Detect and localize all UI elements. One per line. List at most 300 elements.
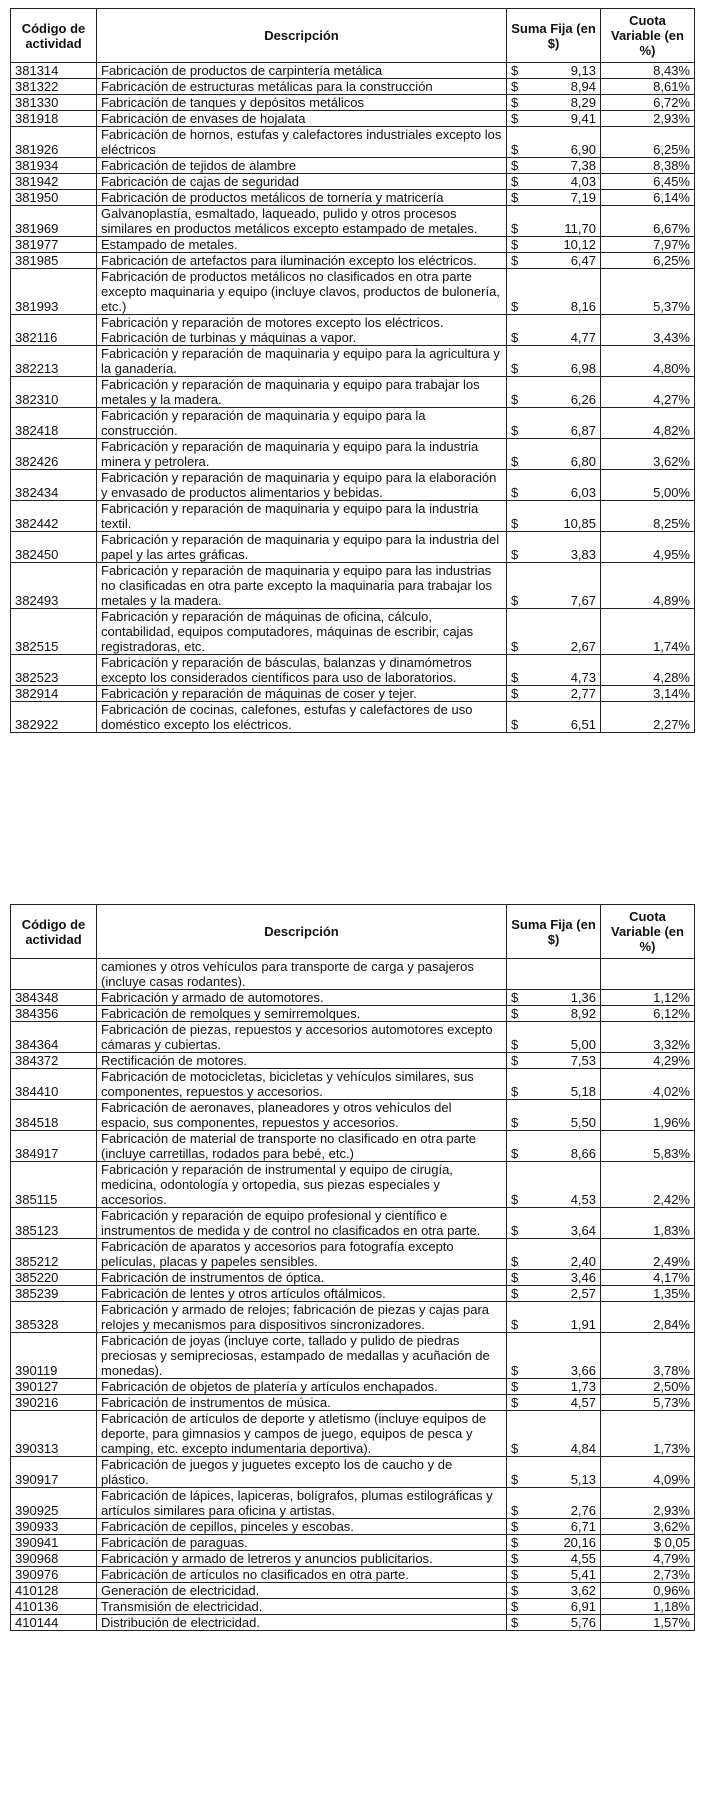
fixed-amount-wrap <box>511 516 596 531</box>
variable-rate: 2,50% <box>601 1379 695 1395</box>
table-row <box>11 1333 695 1379</box>
fixed-amount-cell <box>507 990 601 1006</box>
currency-symbol: $ <box>511 174 519 189</box>
table-row <box>11 990 695 1006</box>
table-row <box>11 1395 695 1411</box>
activity-description: Fabricación de productos metálicos no clasificados en otra parte excepto maquinaria y equipo (incluye clavos, productos de bulonería, etc.) <box>97 269 507 315</box>
fixed-amount-wrap <box>511 1286 596 1301</box>
fixed-amount-wrap <box>511 1441 596 1456</box>
table-row <box>11 1208 695 1239</box>
variable-rate: 4,29% <box>601 1053 695 1069</box>
activity-code: 382523 <box>11 655 97 686</box>
fixed-amount-cell <box>507 609 601 655</box>
currency-symbol: $ <box>511 1519 519 1534</box>
fixed-amount-value: 7,38 <box>570 158 596 173</box>
fixed-amount-value: 2,76 <box>570 1503 596 1518</box>
activity-description: Fabricación de envases de hojalata <box>97 111 507 127</box>
variable-rate: 4,79% <box>601 1551 695 1567</box>
activity-code: 384356 <box>11 1006 97 1022</box>
fixed-amount-value: 11,70 <box>564 221 596 236</box>
fixed-amount-value: 6,47 <box>570 253 596 268</box>
fixed-amount-value: 4,53 <box>570 1192 596 1207</box>
fixed-amount-value: 9,41 <box>570 111 596 126</box>
fixed-amount-cell <box>507 1535 601 1551</box>
activity-description: Fabricación de juegos y juguetes excepto los de caucho y de plástico. <box>97 1457 507 1488</box>
activity-description: Fabricación y reparación de equipo profesional y científico e instrumentos de medida y de control no clasificados en otra parte. <box>97 1208 507 1239</box>
table-row <box>11 111 695 127</box>
fixed-amount-wrap <box>511 1379 596 1394</box>
currency-symbol: $ <box>511 1053 519 1068</box>
activity-code: 381985 <box>11 253 97 269</box>
fixed-amount-value: 2,67 <box>570 639 596 654</box>
activity-code: 384410 <box>11 1069 97 1100</box>
fixed-amount-value: 6,51 <box>570 717 596 732</box>
fixed-amount-wrap <box>511 1567 596 1582</box>
currency-symbol: $ <box>511 516 519 531</box>
activity-code: 390925 <box>11 1488 97 1519</box>
activity-description: Fabricación de material de transporte no clasificado en otra parte (incluye carretillas, rodados para bebé, etc.) <box>97 1131 507 1162</box>
fixed-amount-cell <box>507 174 601 190</box>
activity-code: 390968 <box>11 1551 97 1567</box>
fixed-amount-value: 4,73 <box>570 670 596 685</box>
activity-code: 382310 <box>11 377 97 408</box>
fixed-amount-wrap <box>511 1615 596 1630</box>
fixed-amount-value: 4,57 <box>570 1395 596 1410</box>
variable-rate: 4,95% <box>601 532 695 563</box>
variable-rate: 8,38% <box>601 158 695 174</box>
fixed-amount-value: 3,62 <box>570 1583 596 1598</box>
variable-rate: 1,18% <box>601 1599 695 1615</box>
activity-code: 384917 <box>11 1131 97 1162</box>
variable-rate: 4,80% <box>601 346 695 377</box>
table-row <box>11 1583 695 1599</box>
activity-code: 385239 <box>11 1286 97 1302</box>
activity-code: 381934 <box>11 158 97 174</box>
activity-code: 382493 <box>11 563 97 609</box>
variable-rate: 6,25% <box>601 127 695 158</box>
fixed-amount-value: 5,41 <box>570 1567 596 1582</box>
activity-code: 382213 <box>11 346 97 377</box>
activity-code: 390941 <box>11 1535 97 1551</box>
fixed-amount-cell <box>507 1583 601 1599</box>
fixed-amount-value: 1,91 <box>570 1317 596 1332</box>
fixed-amount-cell <box>507 532 601 563</box>
fixed-amount-wrap <box>511 392 596 407</box>
variable-rate: 6,67% <box>601 206 695 237</box>
variable-rate: 1,35% <box>601 1286 695 1302</box>
currency-symbol: $ <box>511 361 519 376</box>
table-row <box>11 158 695 174</box>
currency-symbol: $ <box>511 1192 519 1207</box>
table-row <box>11 237 695 253</box>
fixed-amount-wrap <box>511 686 596 701</box>
fixed-amount-cell <box>507 237 601 253</box>
fixed-amount-wrap <box>511 1503 596 1518</box>
fixed-amount-cell <box>507 1053 601 1069</box>
fixed-amount-wrap <box>511 717 596 732</box>
fixed-amount-wrap <box>511 1583 596 1598</box>
currency-symbol: $ <box>511 63 519 78</box>
activity-description: Fabricación de paraguas. <box>97 1535 507 1551</box>
activity-code: 390313 <box>11 1411 97 1457</box>
activity-code: 381993 <box>11 269 97 315</box>
fixed-amount-cell <box>507 1006 601 1022</box>
table-row <box>11 127 695 158</box>
fixed-amount-cell <box>507 1069 601 1100</box>
table-row <box>11 315 695 346</box>
variable-rate: 3,62% <box>601 439 695 470</box>
table-row <box>11 563 695 609</box>
fixed-amount-value: 5,18 <box>570 1084 596 1099</box>
activity-description: Fabricación y armado de automotores. <box>97 990 507 1006</box>
currency-symbol: $ <box>511 1379 519 1394</box>
currency-symbol: $ <box>511 1223 519 1238</box>
currency-symbol: $ <box>511 717 519 732</box>
activity-code: 382434 <box>11 470 97 501</box>
fixed-amount-wrap <box>511 1192 596 1207</box>
fixed-amount-wrap <box>511 454 596 469</box>
activity-description: Fabricación y reparación de motores excepto los eléctricos. Fabricación de turbinas y máquinas a vapor. <box>97 315 507 346</box>
activity-code: 384364 <box>11 1022 97 1053</box>
table-row <box>11 1535 695 1551</box>
variable-rate: 6,12% <box>601 1006 695 1022</box>
header-variable-rate: Cuota Variable (en %) <box>601 905 695 959</box>
activity-description: Transmisión de electricidad. <box>97 1599 507 1615</box>
table-row <box>11 1379 695 1395</box>
variable-rate: 2,49% <box>601 1239 695 1270</box>
activity-description: Fabricación de aparatos y accesorios para fotografía excepto películas, placas y papeles sensibles. <box>97 1239 507 1270</box>
fixed-amount-value: 6,03 <box>570 485 596 500</box>
fixed-amount-value: 3,66 <box>570 1363 596 1378</box>
fixed-amount-cell <box>507 1519 601 1535</box>
variable-rate: 6,14% <box>601 190 695 206</box>
currency-symbol: $ <box>511 593 519 608</box>
currency-symbol: $ <box>511 1270 519 1285</box>
currency-symbol: $ <box>511 237 519 252</box>
fixed-amount-wrap <box>511 1363 596 1378</box>
fixed-amount-wrap <box>511 1006 596 1021</box>
fixed-amount-wrap <box>511 423 596 438</box>
currency-symbol: $ <box>511 1037 519 1052</box>
activity-description: camiones y otros vehículos para transporte de carga y pasajeros (incluye casas rodantes). <box>97 959 507 990</box>
fixed-amount-value: 7,19 <box>570 190 596 205</box>
fixed-amount-cell <box>507 269 601 315</box>
currency-symbol: $ <box>511 1551 519 1566</box>
fixed-amount-value: 3,64 <box>570 1223 596 1238</box>
variable-rate: 2,27% <box>601 702 695 733</box>
activity-description: Fabricación de tanques y depósitos metálicos <box>97 95 507 111</box>
fixed-amount-cell <box>507 686 601 702</box>
currency-symbol: $ <box>511 990 519 1005</box>
table-row <box>11 269 695 315</box>
header-description: Descripción <box>97 9 507 63</box>
activity-code: 381950 <box>11 190 97 206</box>
activity-code: 390216 <box>11 1395 97 1411</box>
variable-rate: 3,62% <box>601 1519 695 1535</box>
activity-code: 390933 <box>11 1519 97 1535</box>
fixed-amount-wrap <box>511 190 596 205</box>
fixed-amount-wrap <box>511 1115 596 1130</box>
header-fixed-amount: Suma Fija (en $) <box>507 905 601 959</box>
table-row <box>11 1519 695 1535</box>
fees-table <box>10 904 695 1631</box>
fixed-amount-wrap <box>511 990 596 1005</box>
fixed-amount-value: 4,84 <box>570 1441 596 1456</box>
fixed-amount-value: 6,80 <box>570 454 596 469</box>
header-fixed-amount: Suma Fija (en $) <box>507 9 601 63</box>
fixed-amount-value: 5,13 <box>570 1472 596 1487</box>
fixed-amount-value: 6,26 <box>570 392 596 407</box>
activity-description: Fabricación y reparación de máquinas de coser y tejer. <box>97 686 507 702</box>
activity-code: 385328 <box>11 1302 97 1333</box>
variable-rate: 3,32% <box>601 1022 695 1053</box>
table-row <box>11 1006 695 1022</box>
table-row <box>11 377 695 408</box>
activity-description: Fabricación y reparación de básculas, balanzas y dinamómetros excepto los considerados científicos para uso de laboratorios. <box>97 655 507 686</box>
fixed-amount-cell <box>507 253 601 269</box>
fixed-amount-wrap <box>511 330 596 345</box>
fixed-amount-cell <box>507 1551 601 1567</box>
table-row <box>11 63 695 79</box>
table-body <box>11 63 695 733</box>
currency-symbol: $ <box>511 670 519 685</box>
fixed-amount-value: 5,00 <box>570 1037 596 1052</box>
activity-description: Fabricación y armado de letreros y anuncios publicitarios. <box>97 1551 507 1567</box>
variable-rate: 8,43% <box>601 63 695 79</box>
activity-description: Fabricación de artefactos para iluminación excepto los eléctricos. <box>97 253 507 269</box>
activity-code: 381977 <box>11 237 97 253</box>
activity-code: 390127 <box>11 1379 97 1395</box>
fixed-amount-value: 8,66 <box>570 1146 596 1161</box>
table-row <box>11 79 695 95</box>
fixed-amount-cell <box>507 206 601 237</box>
table-row <box>11 686 695 702</box>
table-row <box>11 346 695 377</box>
table-header-row <box>11 905 695 959</box>
activity-description: Fabricación y armado de relojes; fabricación de piezas y cajas para relojes y mecanismos para dispositivos sincronizadores. <box>97 1302 507 1333</box>
activity-description: Fabricación de estructuras metálicas para la construcción <box>97 79 507 95</box>
activity-description: Galvanoplastía, esmaltado, laqueado, pulido y otros procesos similares en productos metálicos excepto estampado de metales. <box>97 206 507 237</box>
fixed-amount-value: 8,29 <box>570 95 596 110</box>
fees-table <box>10 8 695 733</box>
activity-code: 381926 <box>11 127 97 158</box>
variable-rate: 2,42% <box>601 1162 695 1208</box>
currency-symbol: $ <box>511 1115 519 1130</box>
fixed-amount-value: 5,76 <box>570 1615 596 1630</box>
fixed-amount-wrap <box>511 158 596 173</box>
fixed-amount-wrap <box>511 1254 596 1269</box>
table-row <box>11 190 695 206</box>
fixed-amount-cell <box>507 1286 601 1302</box>
fixed-amount-value: 10,12 <box>563 237 596 252</box>
fixed-amount-wrap <box>511 174 596 189</box>
fixed-amount-cell <box>507 655 601 686</box>
table-row <box>11 501 695 532</box>
table-row <box>11 408 695 439</box>
variable-rate: 2,93% <box>601 111 695 127</box>
activity-code: 384518 <box>11 1100 97 1131</box>
activity-code: 382442 <box>11 501 97 532</box>
currency-symbol: $ <box>511 485 519 500</box>
fixed-amount-value: 6,98 <box>570 361 596 376</box>
table-row <box>11 1239 695 1270</box>
variable-rate: 5,00% <box>601 470 695 501</box>
fixed-amount-value: 9,13 <box>570 63 596 78</box>
fixed-amount-value: 6,91 <box>570 1599 596 1614</box>
fixed-amount-cell <box>507 1162 601 1208</box>
table-row <box>11 1162 695 1208</box>
fixed-amount-wrap <box>511 485 596 500</box>
activity-code: 381330 <box>11 95 97 111</box>
fixed-amount-cell <box>507 1395 601 1411</box>
activity-description: Fabricación y reparación de maquinaria y equipo para la industria del papel y las artes gráficas. <box>97 532 507 563</box>
activity-description: Fabricación y reparación de maquinaria y equipo para trabajar los metales y la madera. <box>97 377 507 408</box>
currency-symbol: $ <box>511 1006 519 1021</box>
activity-code: 390976 <box>11 1567 97 1583</box>
fixed-amount-cell <box>507 377 601 408</box>
table-row <box>11 1100 695 1131</box>
activity-description: Fabricación de aeronaves, planeadores y otros vehículos del espacio, sus componentes, repuestos y accesorios. <box>97 1100 507 1131</box>
currency-symbol: $ <box>511 221 519 236</box>
table-row <box>11 253 695 269</box>
fixed-amount-cell <box>507 1302 601 1333</box>
table-row <box>11 1131 695 1162</box>
fixed-amount-wrap <box>511 639 596 654</box>
fixed-amount-cell <box>507 563 601 609</box>
currency-symbol: $ <box>511 1583 519 1598</box>
table-row <box>11 95 695 111</box>
table-row <box>11 1615 695 1631</box>
table-row <box>11 532 695 563</box>
fixed-amount-cell <box>507 190 601 206</box>
currency-symbol: $ <box>511 1084 519 1099</box>
fixed-amount-cell <box>507 1457 601 1488</box>
fixed-amount-wrap <box>511 670 596 685</box>
fixed-amount-cell <box>507 1208 601 1239</box>
activity-code: 381942 <box>11 174 97 190</box>
currency-symbol: $ <box>511 1254 519 1269</box>
activity-description: Estampado de metales. <box>97 237 507 253</box>
activity-code: 381314 <box>11 63 97 79</box>
fixed-amount-cell <box>507 1599 601 1615</box>
activity-description: Fabricación y reparación de máquinas de oficina, cálculo, contabilidad, equipos computadores, máquinas de escribir, cajas registradoras, etc. <box>97 609 507 655</box>
table-row <box>11 1567 695 1583</box>
activity-description: Fabricación de artículos no clasificados en otra parte. <box>97 1567 507 1583</box>
table-row <box>11 174 695 190</box>
variable-rate: 4,89% <box>601 563 695 609</box>
activity-code: 410136 <box>11 1599 97 1615</box>
variable-rate <box>601 959 695 990</box>
table-row <box>11 1302 695 1333</box>
currency-symbol: $ <box>511 1503 519 1518</box>
variable-rate: 4,17% <box>601 1270 695 1286</box>
variable-rate: 1,74% <box>601 609 695 655</box>
currency-symbol: $ <box>511 1395 519 1410</box>
currency-symbol: $ <box>511 330 519 345</box>
fixed-amount-wrap <box>511 1472 596 1487</box>
activity-code: 381918 <box>11 111 97 127</box>
fixed-amount-value: 4,03 <box>570 174 596 189</box>
fixed-amount-cell <box>507 439 601 470</box>
variable-rate: 6,25% <box>601 253 695 269</box>
fixed-amount-value: 4,55 <box>570 1551 596 1566</box>
fixed-amount-wrap <box>511 1395 596 1410</box>
header-code: Código de actividad <box>11 9 97 63</box>
fixed-amount-cell <box>507 501 601 532</box>
activity-description: Fabricación de piezas, repuestos y accesorios automotores excepto cámaras y cubiertas. <box>97 1022 507 1053</box>
activity-code: 410128 <box>11 1583 97 1599</box>
activity-code: 382426 <box>11 439 97 470</box>
activity-description: Fabricación de hornos, estufas y calefactores industriales excepto los eléctricos <box>97 127 507 158</box>
table-row <box>11 439 695 470</box>
activity-description: Fabricación de instrumentos de óptica. <box>97 1270 507 1286</box>
currency-symbol: $ <box>511 299 519 314</box>
activity-code: 385212 <box>11 1239 97 1270</box>
currency-symbol: $ <box>511 1317 519 1332</box>
activity-code: 385123 <box>11 1208 97 1239</box>
table-row <box>11 1270 695 1286</box>
fixed-amount-value: 6,90 <box>570 142 596 157</box>
fixed-amount-value: 5,50 <box>570 1115 596 1130</box>
fixed-amount-wrap <box>511 63 596 78</box>
activity-description: Distribución de electricidad. <box>97 1615 507 1631</box>
activity-description: Fabricación de cepillos, pinceles y escobas. <box>97 1519 507 1535</box>
variable-rate: 1,12% <box>601 990 695 1006</box>
table-row <box>11 959 695 990</box>
variable-rate: 3,78% <box>601 1333 695 1379</box>
variable-rate: 5,37% <box>601 269 695 315</box>
fixed-amount-cell <box>507 127 601 158</box>
fixed-amount-value: 6,87 <box>570 423 596 438</box>
variable-rate: 4,82% <box>601 408 695 439</box>
table-row <box>11 702 695 733</box>
fixed-amount-cell <box>507 315 601 346</box>
fixed-amount-cell <box>507 1239 601 1270</box>
fixed-amount-cell <box>507 1333 601 1379</box>
activity-description: Rectificación de motores. <box>97 1053 507 1069</box>
variable-rate: 1,73% <box>601 1411 695 1457</box>
fixed-amount-cell <box>507 1022 601 1053</box>
fixed-amount-cell <box>507 1411 601 1457</box>
fixed-amount-value: 6,71 <box>570 1519 596 1534</box>
activity-description: Fabricación de joyas (incluye corte, tallado y pulido de piedras preciosas y semipreciosas, estampado de medallas y acuñación de monedas). <box>97 1333 507 1379</box>
variable-rate: 1,96% <box>601 1100 695 1131</box>
currency-symbol: $ <box>511 686 519 701</box>
currency-symbol: $ <box>511 1441 519 1456</box>
currency-symbol: $ <box>511 1363 519 1378</box>
activity-code: 410144 <box>11 1615 97 1631</box>
fixed-amount-wrap <box>511 1551 596 1566</box>
activity-code: 382116 <box>11 315 97 346</box>
activity-description: Fabricación de motocicletas, bicicletas y vehículos similares, sus componentes, repuestos y accesorios. <box>97 1069 507 1100</box>
currency-symbol: $ <box>511 253 519 268</box>
fixed-amount-wrap <box>511 1317 596 1332</box>
fixed-amount-value: 8,94 <box>570 79 596 94</box>
activity-description: Fabricación de tejidos de alambre <box>97 158 507 174</box>
table-row <box>11 655 695 686</box>
activity-table-2 <box>10 904 694 1631</box>
currency-symbol: $ <box>511 1286 519 1301</box>
activity-description: Fabricación y reparación de maquinaria y equipo para las industrias no clasificadas en otra parte excepto la maquinaria para trabajar los metales y la madera. <box>97 563 507 609</box>
variable-rate: 2,73% <box>601 1567 695 1583</box>
currency-symbol: $ <box>511 454 519 469</box>
activity-description: Fabricación y reparación de maquinaria y equipo para la agricultura y la ganadería. <box>97 346 507 377</box>
fixed-amount-wrap <box>511 1053 596 1068</box>
activity-code <box>11 959 97 990</box>
currency-symbol: $ <box>511 1599 519 1614</box>
table-row <box>11 1053 695 1069</box>
fixed-amount-value: 3,83 <box>570 547 596 562</box>
